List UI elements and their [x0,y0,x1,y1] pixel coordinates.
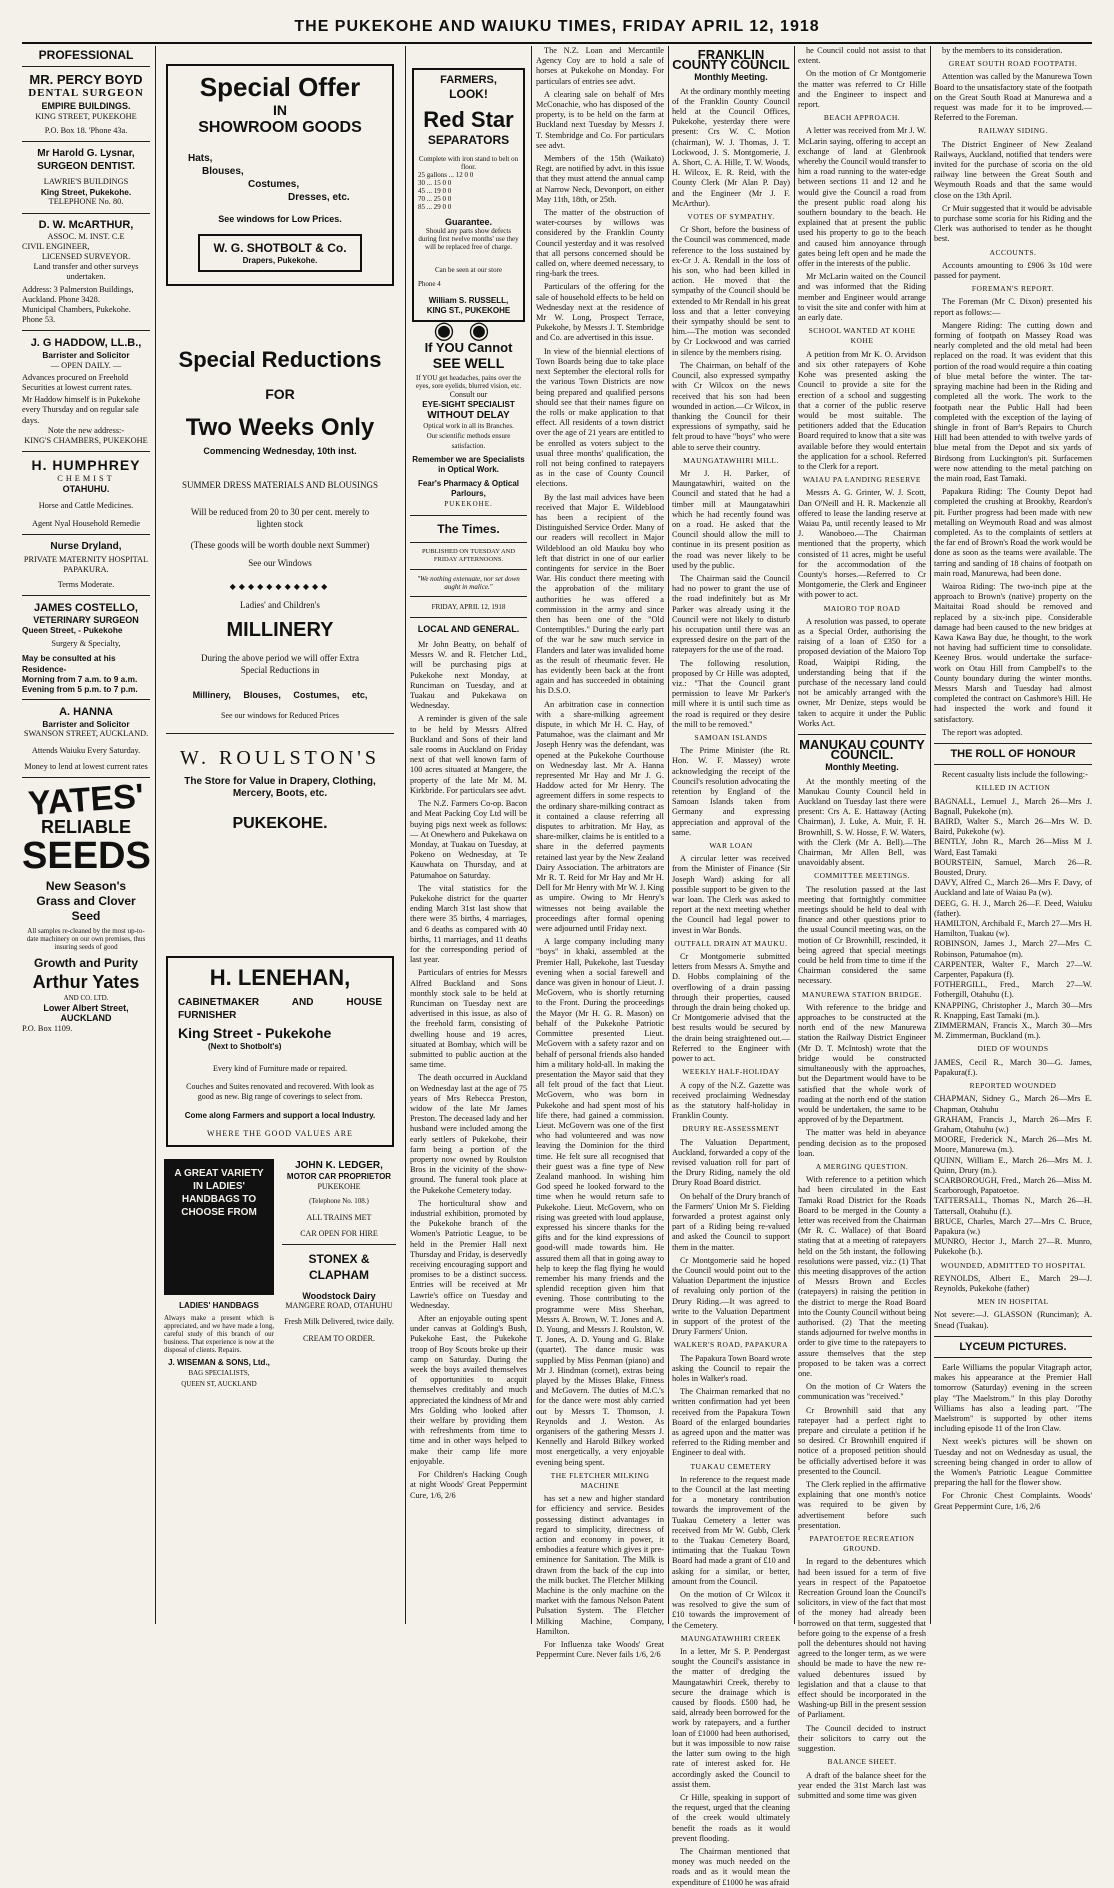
news-paragraph: Mr John Beatty, on behalf of Messrs W. and R. Fletcher Ltd., will be purchasing pigs at Pukekohe next Monday, at Runciman on Tuesday, and at Tuakau and Pukekawa on Wednesday. [410,640,527,711]
news-paragraph: The vital statistics for the Pukekohe district for the quarter ending March 31st last show that there were 35 births, 4 marriages, and 6 deaths as compared with 40 births, 11 marriages, and 11 deaths for the corresponding period of last year. [410,883,527,965]
news-paragraph: Particulars of entries for Messrs Alfred Buckland and Sons monthly stock sale to be held at Runciman on Tuesday next are advertised in this issue, as also of the freehold farm, consisting of dwelling house and 19 acres, situated at Bombay, which will be submitted to public auction at the same time. [410,968,527,1070]
franklin-council-column: FRANKLIN COUNTY COUNCIL Monthly Meeting. At the ordinary monthly meeting of the Franklin County Council held at the Council Offices, Pukekohe, yesterday there were present: Crs W. C. Motion (chairman), W. J. Thomas, J. T. Lockwood, J. S. Montgomerie, J. A. Short, C. A. Hille, T. W. Woods, H. Wilcox, E. R. Reid, with the County Clerk (Mr Alan P. Day) and the Engineer (Mr J. F. McArthur). VOTES OF SYMPATHY. Cr Short, before the business of the Council was commenced, made reference to the loss sustained by ex-Cr J. A. Rendall in the loss of his son, who had been killed in action. He moved that the sympathy of the Council should be extended to Mr Rendall in his great loss and that a letter conveying their sympathy should be sent to him.—The motion was seconded by Cr Lockwood and was carried in silence by the members rising. The Chairman, on behalf of the Council, also expressed sympathy with Cr Wilcox on the news received that his son had been wounded in action.—Cr Wilcox, in thanking the Council for their expressions of sympathy, said he felt proud to have "boys" who were able to serve their country. MAUNGATAWHIRI MILL. Mr J. H. Parker, of Maungatawhiri, waited on the Council and stated that he had a timber mill at Maungatawhiri which he had recently found was on a road. He asked that the Council should allow the mill to continue in its present position as the road was never likely to be used by the public. The Chairman said the Council had no power to grant the use of the road indefinitely but as Mr Parker was already using it the Council were not likely to disturb his occupation until there was an expressed desire on the part of the ratepayers for the use of the road. The following resolution, proposed by Cr Hille was adopted, viz.: "That the Council grant permission to leave Mr Parker's mill where it is until such time as the road is required or they desire the mill to be removed." SAMOAN ISLANDS The Prime Minister (the Rt. Hon. W. F. Massey) wrote acknowledging the receipt of the Council's resolution advocating the retention by England of the Samoan Islands taken from Germany and expressing appreciation and approval of the same. WAR LOAN A circular letter was received from the Minister of Finance (Sir Joseph Ward) asking for all possible support to be given to the war loan. The Clerk was asked to report at the next meeting whether the Council had legal power to invest in War Bonds. OUTFALL DRAIN AT MAUKU. Cr Montgomerie submitted letters from Messrs A. Smythe and D. Hobbs complaining of the overflowing of a drain passing through their properties, caused through the drain being choked up. Cr Montgomerie advised that the best results would be secured by the drain being straightened out.—Referred to the Engineer with power to act. WEEKLY HALF-HOLIDAY A copy of the N.Z. Gazette was received proclaiming Wednesday as the statutory half-holiday in Franklin County. DRURY RE-ASSESSMENT The Valuation Department, Auckland, forwarded a copy of the revised valuation roll for part of the Drury Riding, namely the old Drury Road Board district. On behalf of the Drury branch of the Farmers' Union Mr S. Fielding forwarded a protest against only part of a Riding being re-valued and asked the Council to support them in the matter. Cr Montgomerie said he hoped the Council would point out to the Valuation Department the injustice of revaluing only portion of the Drury Riding.—It was agreed to write to the Valuation Department in support of the protest of the Drury Farmers' Union. WALKER'S ROAD, PAPAKURA The Papakura Town Board wrote asking the Council to repair the holes in Walker's road. The Chairman remarked that no written confirmation had yet been received from the Papakura Town Board of the enlarged boundaries as agreed upon and the matter was referred to the Riding member and Engineer to deal with. TUAKAU CEMETERY In reference to the request made to the Council at the last meeting for a monetary contribution towards the improvement of the Tuakau Cemetery a letter was received from Mr W. Gubb, Clerk to the Tuakau Cemetery Board, intimating that the Tuakau Town Board had made a grant of £10 and asking for a similar, or better, amount from the Council. On the motion of Cr Wilcox it was resolved to give the sum of £10 towards the improvement of the Cemetery. MAUNGATAWHIRI CREEK In a letter, Mr S. P. Pendergast sought the Council's assistance in the matter of dredging the Maungatawhiri Creek, thereby to secure the drainage which is caused by floods. £500 had, he said, already been borrowed for the work by ratepayers, and a further loan of £1000 had been authorised, but it was impossible to now raise the latter sum owing to the high rate of interest asked for. He accordingly asked the Council to assist them. Cr Hille, speaking in support of the request, urged that the cleaning of the creek would ultimately benefit the roads as it would prevent flooding. The Chairman mentioned that money was much needed on the roads and as it would mean the expenditure of £1000 he was afraid [672,47,790,1887]
card-lysnar: Mr Harold G. Lysnar, SURGEON DENTIST. LAWRIE'S BUILDINGS King Street, Pukekohe. TELEPHONE No. 80. [37,148,135,207]
news-paragraph: A large company including many "boys" in khaki, assembled at the Premier Hall, Pukekohe, last Tuesday evening when a social farewell and dance was given in honour of Lieut. J. McGovern, who is shortly returning to the Front. During the proceedings the Mayor (Mr H. G. R. Mason) on behalf of the Pukekohe Patriotic Committee presented Lieut. McGovern with a safety razor and on behalf of personal friends also handed him a military hold-all. In making the presentation the Mayor said that they all felt proud of the fact that Lieut. McGovern, who was born in Pukekohe and had spent most of his life there, had gained a commission. Lieut. McGovern was one of the first who had volunteered and was now leaving the Dominion for the third time. He felt sure all recognised that their guest was a fine type of New Zealand manhood. In wishing him God speed he looked forward to the time when he would return safe to Pukekohe. Lieut. McGovern, who on rising was greeted with loud applause, expressed his sincere thanks for the gifts and for the kind expressions of good-will made towards him. He assured them all that in going away to help to keep the flag flying he would remember his many friends and the splendid reception given him that evening. Those contributing to the programme were Miss Sheehan, Messrs A. Brown, W. T. Jones and A. D. Young, and Messrs J. Roulston, W. T. Jones, A. D. Young and G. Blake (quartet). The dance music was supplied by Miss Penman (piano) and Mr J. Hindman (cornet), extras being played by the Misses Blake, Fitness and McGovern. The duties of M.C.'s for the dance were most ably carried out by Messrs T. Thomson, J. Reynolds and J. Weston. As organisers of the gathering Messrs J. Kennelly and Harold Bilkey worked most energetically, a very enjoyable evening being spent. [536,937,664,1467]
honour-list: BAGNALL, Lemuel J., March 26—Mrs J. Bagnall, Pukekohe (m). BAIRD, Walter S., March 26—Mrs W. D. Baird, Pukekohe (w). BENTLY, John R., March 26—Miss M J. Ward, East Tamaki BOURSTEIN, Samuel, March 26—R. Bousted, Drury. DAVY, Alfred C., March 26—Mrs F. Davy, of Auckland and late of Waiau Pa (w). DEEG, G. H. J., March 26—F. Deed, Waiuku (father). HAMILTON, Archibald F., March 27—Mrs H. Hamilton, Tuakau (w). ROBINSON, James J., March 27—Mrs C. Robinson, Patumahoe (m). CARPENTER, Walter F., March 27—W. Carpenter, Papakura (f). FOTHERGILL, Fred., March 27—W. Fothergill, Otahuhu (f.). KNAPPING, Christopher J., March 30—Mrs R. Knapping, East Tamaki (m.). ZIMMERMAN, Francis X., March 30—Mrs M. Zimmerman, Buckland (m.). DIED OF WOUNDS JAMES, Cecil R., March 30—G. James, Papakura(f.). REPORTED WOUNDED CHAPMAN, Sidney G., March 26—Mrs E. Chapman, Otahuhu GRAHAM, Francis J., March 26—Mrs F. Graham, Otahuhu (w.) MOORE, Frederick N., March 26—Mrs M. Moore, Manurewa (m.). QUINN, William E., March 26—Mrs M. J. Quinn, Drury (m.). SCARBOROUGH, Fred., March 26—Miss M. Scarborough, Papatoetoe. TATTERSALL, Thomas N., March 26—H. Tattersall, Otahuhu (f.). BRUCE, Charles, March 27—Mrs C. Bruce, Papakura (w.) MUNRO, Hector J., March 27—R. Munro, Pukekohe (b.). WOUNDED, ADMITTED TO HOSPITAL REYNOLDS, Albert E., March 29—J. Reynolds, Pukekohe (father) MEN IN HOSPITAL Not severe:—J. GLASSON (Runciman); A. Snead (Tuakau). [934,796,1092,1330]
card-costello: JAMES COSTELLO, VETERINARY SURGEON Queen Street, - Pukekohe Surgery & Specialty, May be consulted at his Residence- Morning from 7 a.m. to 9 a.m. Evening from 5 p.m. to 7 p.m. [22,601,139,694]
news-paragraph: Particulars of the offering for the sale of household effects to be held on Wednesday next at the residence of Mr W. Long, Prospect Terrace, Pukekohe, by Messrs J. T. Stembridge and Co. are advertised in this issue. [536,282,664,343]
news-paragraph: Members of the 15th (Waikato) Regt. are notified by advt. in this issue that they must attend the annual camp at Narrow Neck, Devonport, on either May 11th, 18th, or 25th. [536,154,664,204]
column-rule [794,46,795,1624]
card-haddow: J. G HADDOW, LL.B., Barrister and Solicitor — OPEN DAILY. — Advances procured on Freehold Securities at lowest current rates. Mr Haddow himself is in Pukekohe every Thursday and on regular sale days. Note the new address:- KING'S CHAMBERS, PUKEKOHE [22,337,148,446]
news-paragraph: A clearing sale on behalf of Mrs McConachie, who has disposed of the property, is to be held on the farm at Buckland next Tuesday by Messrs J. T. Stembridge and Co. For particulars see advt. [536,89,664,150]
news-paragraph: The N.Z. Loan and Mercantile Agency Coy are to hold a sale of horses at Pukekohe on Monday. For particulars of entries see advt. [536,46,664,86]
section-subhead: THE FLETCHER MILKING MACHINE [550,1470,650,1491]
news-paragraph: The horticultural show and industrial exhibition, promoted by the Pukekohe branch of the Women's Patriotic League, to be held in the Premier Hall next Thursday and Friday, is deservedly receiving encouraging support and promises to be a distinct success. Entries will be received at Mr Lawrie's office on Tuesday and Wednesday. [410,1198,527,1310]
masthead: THE PUKEKOHE AND WAIUKU TIMES, FRIDAY APRIL 12, 1918 [22,14,1092,44]
column-seven: by the members to its consideration. GREAT SOUTH ROAD FOOTPATH. Attention was called by the Manurewa Town Board to the unsatisfactory state of the footpath on the Great South Road at Manurewa and a request was made for it to be improved.—Referred to the Foreman. RAILWAY SIDING. The District Engineer of New Zealand Railways, Auckland, notified that tenders were invited for the purchase of scoria on the old railway line between the Great South and Weymouth Roads and that the same would close on the 13th April. Cr Muir suggested that it would be advisable to purchase some scoria for his Riding and the Clerk was authorised to tender as he thought best. ACCOUNTS. Accounts amounting to £906 3s 10d were passed for payment. FOREMAN'S REPORT. The Foreman (Mr C. Dixon) presented his report as follows:— Mangere Riding: The cutting down and forming of footpath on Massey Road was nearly completed and the old metal had been replaced on the road. It was evident that this portion of the road would require a thin coating of blue metal before the winter. The tar-spraying machine had been in the Riding and completed all the work. The work to the footpath near the Public Hall had been completed with the exception of the laying of shingle in front of Barr's Repairs to Church Hill had been attended to with twelve yards of blue metal from the Depot and six yards of Birdsong from Luckington's pit. Surfacemen were now attending to the metal patching on the main road, East Tamaki. Papakura Riding: The County Depot had completed the crushing at Brookby, Reardon's pit. Further progress had been made with new metalling on Weymouth Road and was almost completed. As to the complaints of settlers at the far end of Brown's Road the work would be done as soon as the teams were available. The tarring and sanding of 18 chains of footpath on main road, Manurewa, had been done. Wairoa Riding: The two-inch pipe at the approach to Brown's (native) property on the Maitaitai Road should be removed and replaced by a six-inch pipe. Considerable damage had been caused to the new bridges at Kawa Kawa Bay due, he thought, to the work not having had sufficient time to consolidate. Keeney Bros. would undertake the surface-work on Otau Hill from Campbell's to the County boundary during the winter months. Messrs Marsh and Tuesday had almost completed the contract on Cashmore's Hill. He had inspected the work and found it satisfactory. The report was adopted. THE ROLL OF HONOUR Recent casualty lists include the following:- KILLED IN ACTION BAGNALL, Lemuel J., March 26—Mrs J. Bagnall, Pukekohe (m). BAIRD, Walter S., March 26—Mrs W. D. Baird, Pukekohe (w). BENTLY, John R., March 26—Miss M J. Ward, East Tamaki BOURSTEIN, Samuel, March 26—R. Bousted, Drury. DAVY, Alfred C., March 26—Mrs F. Davy, of Auckland and late of Waiau Pa (w). DEEG, G. H. J., March 26—F. Deed, Waiuku (father). HAMILTON, Archibald F., March 27—Mrs H. Hamilton, Tuakau (w). ROBINSON, James J., March 27—Mrs C. Robinson, Patumahoe (m). CARPENTER, Walter F., March 27—W. Carpenter, Papakura (f). FOTHERGILL, Fred., March 27—W. Fothergill, Otahuhu (f.). KNAPPING, Christopher J., March 30—Mrs R. Knapping, East Tamaki (m.). ZIMMERMAN, Francis X., March 30—Mrs M. Zimmerman, Buckland (m.). DIED OF WOUNDS JAMES, Cecil R., March 30—G. James, Papakura(f.). REPORTED WOUNDED CHAPMAN, Sidney G., March 26—Mrs E. Chapman, Otahuhu GRAHAM, Francis J., March 26—Mrs F. Graham, Otahuhu (w.) MOORE, Frederick N., March 26—Mrs M. Moore, Manurewa (m.). QUINN, William E., March 26—Mrs M. J. Quinn, Drury (m.). SCARBOROUGH, Fred., March 26—Miss M. Scarborough, Papatoetoe. TATTERSALL, Thomas N., March 26—H. Tattersall, Otahuhu (f.). BRUCE, Charles, March 27—Mrs C. Bruce, Papakura (w.) MUNRO, Hector J., March 27—R. Munro, Pukekohe (b.). WOUNDED, ADMITTED TO HOSPITAL REYNOLDS, Albert E., March 29—J. Reynolds, Pukekohe (father) MEN IN HOSPITAL Not severe:—J. GLASSON (Runciman); A. Snead (Tuakau). LYCEUM PICTURES. Earle Williams the popular Vitagraph actor, makes his appearance at the Premier Hall tomorrow (Saturday) evening in the screen play "The Maelstrom." In this play Dorothy Williams has also a leading part. "The Maelstrom" is supported by other items including episode 11 of the Iron Claw. Next week's pictures will be shown on Tuesday and not on Wednesday as usual, the screening being changed in order to allow of the Women's Patriotic League Committee preparing the hall for the flower show. For Chronic Chest Complaints. Woods' Great Peppermint Cure, 1/6, 2/6 [934,46,1092,1511]
news-paragraph: In view of the biennial elections of Town Boards being due to take place next September the electoral rolls for the various Town Districts are now being prepared and qualified persons should see that their names figure on the rolls or make application to that effect. All residents of a town district over the age of 21 years are entitled to be enrolled as voters subject to the usual three months' qualification, the roll not being confined to ratepayers as in the case of County Council elections. [536,346,664,489]
news-paragraph: A reminder is given of the sale to be held by Messrs Alfred Buckland and Sons of their land sale rooms in Auckland on Friday next of that well known farm of 100 acres situated at Mangere, the property of the late Mr M. M. Kirkbride. For particulars see advt. [410,714,527,795]
column-rule [531,46,532,1624]
professional-heading: PROFESSIONAL [38,48,134,62]
news-paragraph: The death occurred in Auckland on Wednesday last at the age of 75 years of Mrs Rebecca Preston, widow of the late Mr James Preston. The deceased lady and her husband were included among the early settlers of Pukekohe, their farm being a portion of the property now owned by Roulston Bros in the vicinity of the show-ground. The funeral took place at the Pukekohe Cemetery today. [410,1073,527,1195]
yates-seeds-ad: YATES' RELIABLE SEEDS New Season's Grass and Clover Seed All samples re-cleaned by the most up-to-date machinery on our own premises, thus insuring seeds of good Growth and Purity Arthur Yates AND CO. LTD. Lower Albert Street, AUCKLAND P.O. Box 1109. [22,776,151,1033]
franklin-subheading: Monthly Meeting. [694,72,768,83]
russell-separator-ad: FARMERS, LOOK! Red Star SEPARATORS Complete with iron stand to belt on floor. 25 gallons ... 12 0 0 30 ... 15 0 0 45 ... 19 0 0 70 ... 25 0 0 85 ... 29 0 0 Guarantee. Should any parts show defects during first twelve months' use they will be replaced free of charge. Can be seen at our store Phone 4 William S. RUSSELL, KING ST., PUKEKOHE [412,68,525,322]
special-reductions-ad: Special Reductions FOR Two Weeks Only Commencing Wednesday, 10th inst. SUMMER DRESS MATERIALS AND BLOUSINGS Will be reduced from 20 to 30 per cent. merely to lighten stock (These goods will be worth double next Summer) See our Windows ◆◆◆◆◆◆◆◆◆◆◆ Ladies' and Children's MILLINERY During the above period we will offer Extra Special Reductions in Millinery, Blouses, Costumes, etc, See our windows for Reduced Prices [160,346,400,720]
shotbolt-ad: Special Offer IN SHOWROOM GOODS Hats, Blouses, Costumes, Dresses, etc. See windows for Low Prices. W. G. SHOTBOLT & Co. Drapers, Pukekohe. [166,64,394,286]
column-rule [405,46,406,1624]
stonex-ad: STONEX & CLAPHAM [308,1252,370,1283]
column-six: he Council could not assist to that extent. On the motion of Cr Montgomerie the matter was referred to Cr Hille and the Engineer to inspect and report. BEACH APPROACH. A letter was received from Mr J. W. McLarin saying, offering to accept an exchange of land at Glenbrook whereby the Council would transfer to him a road running to the water-edge between sections 11 and 12 and he would give the Council a road from the present public road along his southern boundary to the beach. He explained that at present the public used his property to go to the beach and caused him annoyance through gates being left open and he made the offer in the interests of the public. Mr McLarin waited on the Council and was informed that the Riding member and Engineer would arrange to visit the site and confer with him at an early date. SCHOOL WANTED AT KOHE KOHE A petition from Mr K. O. Arvidson and six other ratepayers of Kohe Kohe was presented asking the Council to provide a site for the erection of a school and suggesting that a corner of the public reserve would be most suitable. The petitioners added that the Education Board required to know that a site was available before they would entertain the application for a school. Referred to the Clerk for a report. WAIAU PA LANDING RESERVE Messrs A. G. Grinter, W. J. Scott, Dan O'Neill and H. R. Mackenzie all offered to lease the landing reserve at Waiau Pa, until recently leased to Mr J. Wanoboeo.—The Chairman mentioned that the property, which consisted of 11 acres, might be useful for the accommodation of the County's horses.—Referred to Cr Montgomerie, the Clerk and Engineer with power to act. MAIORO TOP ROAD A resolution was passed, to operate as a Special Order, authorising the raising of a loan of £350 for a proposed deviation of the Maioro Top Road, Waipipi Riding, the understanding being that if the purchase of the necessary land could not be amicably arranged with the owner, Mr Denize, steps would be taken to acquire it under the Public Works Act. MANUKAU COUNTY COUNCIL. Monthly Meeting. At the monthly meeting of the Manukau County Council held in Auckland on Tuesday last there were present: Crs A. E. Hattaway (Acting Chairman), J. Luke, A. Muir, F. H. Brownhill, S. W. Hosse, F. W. Waters, with the Clerk (Mr A. Bell).—The Chairman, Mr Allen Bell, was unavoidably absent. COMMITTEE MEETINGS. The resolution passed at the last meeting that fortnightly committee meetings should be held to deal with finance and other questions prior to the usual Council meeting was, on the motion of Cr Brownhill, rescinded, it being agreed that special meetings could be held from time to time if the Chairman considered the same necessary. MANUREWA STATION BRIDGE. With reference to the bridge and approaches to be constructed at the north end of the new Manurewa station the Railway District Engineer (Mr D. T. McIntosh) wrote that the bridge would be constructed simultaneously with the approaches, but the Department would have to be satisfied that the whole work of roading at the north end of the station would be undertaken, the same to be approved of by the Department. The matter was held in abeyance pending decision as to the proposed loan. A MERGING QUESTION. With reference to a petition which had been circulated in the East Tamaki Road District for the Roads Board to be merged in the County a letter was received from the Chairman (Mr R. C. Wallace) of that Board stating that at a meeting of ratepayers held on the 5th instant, the following resolutions were passed, viz.: (1) That this meeting disapproves of the action of Messrs Brown and Eccles (ratepayers) in raising the petition in the district to merge the Road Board into the County Council without being authorised. (2) That the meeting stands adjourned for twelve months in order to give time to the ratepayers to assure themselves that the step proposed to be taken was a correct one. On the motion of Cr Waters the communication was "received." Cr Brownhill said that any ratepayer had a perfect right to prepare and circulate a petition if he so desired. Cr Brownhill enquired if notice of a proposed petition should be officially advertised before it was presented to the Council. The Clerk replied in the affirmative explaining that one month's notice was required to be given by advertisement before such presentation. PAPATOETOE RECREATION GROUND. In regard to the debentures which had been issued for a term of five years in respect of the Papatoetoe Recreation Ground loan the Council's solicitors, in view of the fact that most of the money had already been borrowed on that term, suggested that before going to the expense of a fresh poll the debentures should not having agreed to the longer term, as we were should be made to have the new re-valued debentures issued by legislation and that a clause to that effect should be incorporated in the Washing-up Bill in the present session of Parliament. The Council decided to instruct their solicitors to carry out the suggestion. BALANCE SHEET. A draft of the balance sheet for the year ended the 31st March last was submitted and some time was given [798,46,926,1800]
news-paragraph: For Influenza take Woods' Great Peppermint Cure. Never fails 1/6, 2/6 [536,1640,664,1660]
advert-column [160,46,400,1624]
column-rule [668,46,669,1624]
news-paragraph: After an enjoyable outing spent under canvas at Golding's Bush, Pukekohe East, the Pukekohe troop of Boy Scouts broke up their camp on Saturday. During the week the boys availed themselves of opportunities to acquit themselves creditably and much appreciated the kindness of Mr and Mrs Golding who looked after their welfare by providing them with refreshments from time to time and in other ways helped to make their camp life more enjoyable. [410,1314,527,1466]
card-mcarthur: D. W. McARTHUR, ASSOC. M. INST. C.E CIVIL ENGINEER, LICENSED SURVEYOR. Land transfer and other surveys undertaken. Address: 3 Palmerston Buildings, Auckland. Phone 3428. Municipal Chambers, Pukekohe. Phone 53. [22,218,139,325]
card-percy-boyd: MR. PERCY BOYD DENTAL SURGEON EMPIRE BUILDINGS. KING STREET, PUKEKOHE P.O. Box 18. 'Phone 43a. [28,72,144,135]
column-rule [930,46,931,1624]
news-paragraph: The N.Z. Farmers Co-op. Bacon and Meat Packing Coy Ltd will be buying pigs next week as follows:— At Onewhero and Pukekawa on Monday, at Tuakau on Tuesday, at Pokeno on Wednesday, at Te Kauwhata on Thursday, and at Patumahoe on Saturday. [410,799,527,880]
local-general-heading: LOCAL AND GENERAL. [417,623,520,634]
eyes-illustration-icon: ◉◉ [433,318,504,345]
ornament: ◆◆◆◆◆◆◆◆◆◆◆ [229,582,331,592]
card-dryland: Nurse Dryland, PRIVATE MATERNITY HOSPITAL PAPAKURA. Terms Moderate. [23,541,149,589]
manukau-heading: MANUKAU COUNTY COUNCIL. [799,737,925,763]
news-paragraph: An arbitration case in connection with a share-milking agreement dispute, in which Mr H. C. Hay, of Patumahoe, was the claimant and Mr Joseph Henry was the defendant, was opened at the Pukekohe Courthouse on Wednesday last. Mr A. Hanna represented Mr Hay and Mr J. G. Haddow acted for Mr Henry. The agreement differs in some respects to the ordinary share-milking contract as it contained a clause referring all disputes to arbitration. Mr Hay, as share-milker, claims he is entitled to a share in the deferred payments retained last year by the New Zealand Dairy Association. The arbitrators are Mr R. T. Reid for Mr Hay and Mr H. Dell for Mr Henry with Mr W. J. King as umpire. Owing to Mr Henry's witnesses not being available the proceedings after formal opening were adjourned until Friday next. [536,699,664,934]
fear-pharmacy-ad: If YOU Cannot SEE WELL If YOU get headaches, pains over the eyes, sore eyelids, blurred vision, etc. Consult our EYE-SIGHT SPECIALIST WITHOUT DELAY Optical work in all its Branches. Our scientific methods ensure satisfaction. Remember we are Specialists in Optical Work. Fear's Pharmacy & Optical Parlours, PUKEKOHE. [412,340,525,509]
times-masthead-box: The Times. PUBLISHED ON TUESDAY AND FRIDAY AFTERNOONS. "We nothing extenuate, nor set down aught in malice." FRIDAY, APRIL 12, 1918 [410,521,527,612]
roulston-ad: W. ROULSTON'S The Store for Value in Drapery, Clothing, Mercery, Boots, etc. PUKEKOHE. [179,746,381,832]
news-paragraph: The matter of the obstruction of water-courses by willows was considered by the Franklin County Council yesterday and it was resolved that all persons concerned should be called on, where deemed necessary, to ring-bark the trees. [536,208,664,279]
lyceum-heading: LYCEUM PICTURES. [959,1340,1067,1353]
card-hanna: A. HANNA Barrister and Solicitor SWANSON STREET, AUCKLAND. Attends Waiuku Every Saturday. Money to lend at lowest current rates [23,706,149,771]
local-general-column [536,46,664,1660]
roll-of-honour-heading: THE ROLL OF HONOUR [950,748,1076,760]
franklin-heading: FRANKLIN COUNTY COUNCIL [672,47,790,73]
column-rule [155,46,156,1624]
column-three [410,46,527,1624]
news-paragraph: has set a new and higher standard for efficiency and service. Besides possessing distinct advantages in regard to simplicity, directness of action and economy in power, it embodies a feature which gives it pre-eminence for Sanitation. The Milk is drawn from the back of the cup into the milk bucket. The Fletcher Milking Machine is the only machine on the market with the famous Nelson Patent Pulsation System. The Fletcher Milking Machine, Company, Hamilton. [536,1494,664,1636]
ledger-ad: JOHN K. LEDGER, MOTOR CAR PROPRIETOR PUKEKOHE (Telephone No. 108.) ALL TRAINS MET CAR OPEN FOR HIRE STONEX & CLAPHAM Woodstock Dairy MANGERE ROAD, OTAHUHU Fresh Milk Delivered, twice daily. CREAM TO ORDER. [282,1159,396,1344]
lenehan-ad: H. LENEHAN, CABINETMAKER AND HOUSE FURNISHER King Street - Pukekohe (Next to Shotbolt's) Every kind of Furniture made or repaired. Couches and Suites renovated and recovered. With look as good as new. Big range of coverings to select from. Come along Farmers and support a local Industry. WHERE THE GOOD VALUES ARE [166,956,394,1147]
local-news-paragraphs [410,640,527,1501]
handbags-ad: A GREAT VARIETY IN LADIES' HANDBAGS TO CHOOSE FROM LADIES' HANDBAGS Always make a present which is appreciated, and we have made a long, careful study of this branch of our business. That experience is now at the disposal of clients. Repairs. J. WISEMAN & SONS, Ltd., BAG SPECIALISTS, QUEEN ST, AUCKLAND [164,1159,274,1389]
news-paragraph: By the last mail advices have been received that Major E. Wildeblood has been a recipient of the Distinguished Service Order. Many of our readers will recollect in Major Wildeblood an old Mauku boy who left that district in one of our earlier contingents for service in the Boer War. His conduct there meeting with the approbation of the military authorities he was offered a commission in the army and since then has been one of the "Old Contemptibles." During the early part of the war he saw much service in Flanders and later was invalided home as the result of rheumatic fever. He has evidently been back at the front again and has succeeded in obtaining his D.S.O. [536,492,664,696]
news-paragraph: For Children's Hacking Cough at night Woods' Great Peppermint Cure, 1/6, 2/6 [410,1470,527,1500]
professional-column [22,46,150,1624]
card-humphrey: H. HUMPHREY CHEMIST OTAHUHU. Horse and Cattle Medicines. Agent Nyal Household Remedie [31,457,141,528]
manukau-subheading: Monthly Meeting. [825,762,899,773]
